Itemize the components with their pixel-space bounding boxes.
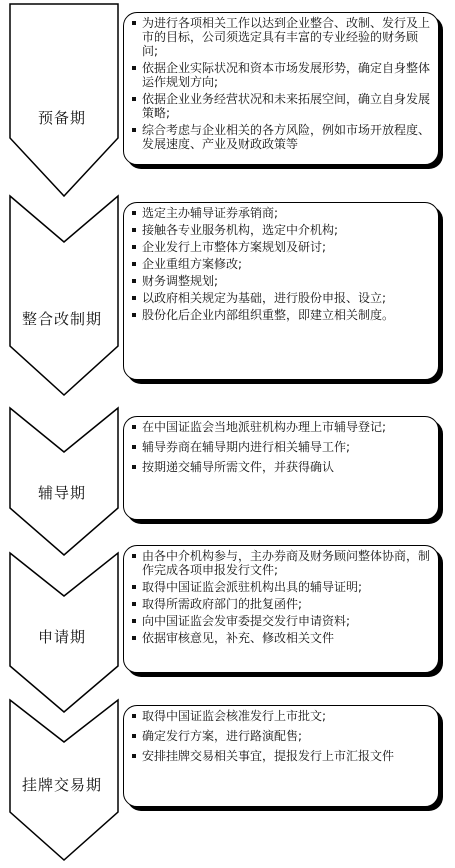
list-item: 企业重组方案修改; xyxy=(132,257,432,271)
list-item: 依据企业实际状况和资本市场发展形势，确定自身整体运作规划方向; xyxy=(132,61,432,89)
list-item: 为进行各项相关工作以达到企业整合、改制、发行及上市的目标，公司须选定具有丰富的专业经验的财务顾问; xyxy=(132,16,432,58)
list-item: 财务调整规划; xyxy=(132,274,432,288)
list-item: 在中国证监会当地派驻机构办理上市辅导登记; xyxy=(132,420,432,434)
stage-arrow-1 xyxy=(10,4,118,196)
list-item: 取得中国证监会核准发行上市批文; xyxy=(132,709,432,723)
list-item: 依据企业业务经营状况和未来拓展空间，确立自身发展策略; xyxy=(132,92,432,120)
list-item: 辅导券商在辅导期内进行相关辅导工作; xyxy=(132,440,432,454)
stage-label-listing: 挂牌交易期 xyxy=(21,776,102,794)
stage-label-restructuring: 整合改制期 xyxy=(21,310,102,328)
stage-box-tutoring xyxy=(123,416,439,520)
list-item: 接触各专业服务机构，选定中介机构; xyxy=(132,223,432,237)
stage-box-application xyxy=(123,545,439,673)
list-item: 由各中介机构参与，主办券商及财务顾问整体协商，制作完成各项申报发行文件; xyxy=(132,549,432,577)
list-item: 以政府相关规定为基础，进行股份申报、设立; xyxy=(132,291,432,305)
list-item: 企业发行上市整体方案规划及研讨; xyxy=(132,240,432,254)
list-item: 安排挂牌交易相关事宜，提报发行上市汇报文件 xyxy=(132,749,432,763)
stage-arrow-2 xyxy=(10,196,118,395)
stage-box-preparation xyxy=(123,12,439,165)
stage-arrow-3 xyxy=(10,408,118,555)
list-item: 向中国证监会发审委提交发行申请资料; xyxy=(132,614,432,628)
stage-label-tutoring: 辅导期 xyxy=(37,484,86,502)
list-item: 取得中国证监会派驻机构出具的辅导证明; xyxy=(132,580,432,594)
list-item: 股份化后企业内部组织重整，即建立相关制度。 xyxy=(132,308,432,322)
stage-label-preparation: 预备期 xyxy=(37,109,86,127)
list-item: 综合考虑与企业相关的各方风险，例如市场开放程度、发展速度、产业及财政政策等 xyxy=(132,123,432,151)
list-item: 确定发行方案，进行路演配售; xyxy=(132,729,432,743)
list-item: 依据审核意见，补充、修改相关文件 xyxy=(132,631,432,645)
stage-label-application: 申请期 xyxy=(37,628,86,646)
list-item: 按期递交辅导所需文件，并获得确认 xyxy=(132,460,432,474)
stage-box-restructuring xyxy=(123,202,439,380)
list-item: 取得所需政府部门的批复函件; xyxy=(132,597,432,611)
list-item: 选定主办辅导证券承销商; xyxy=(132,206,432,220)
stage-box-listing xyxy=(123,705,439,807)
